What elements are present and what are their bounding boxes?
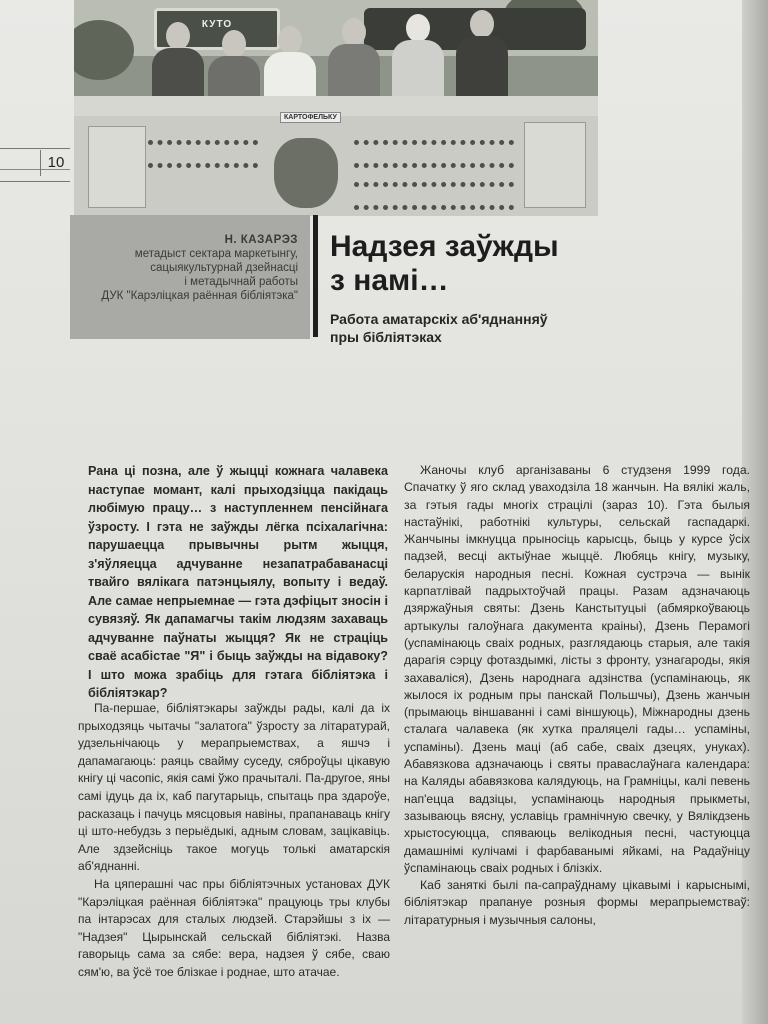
cloth-pattern [354, 140, 514, 168]
lead-text: Рана ці позна, але ў жыцці кожнага чалавека наступае момант, калі прыходзіцца пакідаць любімую працу… з наступленнем пенсійнага ўзросту. І гэта не заўжды лёгка псіхалагічна: парушаецца прывычны рытм жыцця, з'яўляецца адчуванне незапатрабаванасці твайго вялікага патэнцыялу, вопыту і ведаў. Але самае непрыемнае — гэта дэфіцыт зносін і сувязяў. Як дапамагчы такім людзям захаваць адчуванне паўнаты жыцця? Як не страціць сваё асабістае "Я" і быць заўжды на відавоку? І што можа зрабіць для гэтага бібліятэка і бібліятэкар? [88, 464, 388, 700]
photo-pot [274, 138, 338, 208]
person-head [342, 18, 366, 46]
article-subtitle-line: пры бібліятэках [330, 329, 442, 345]
cloth-pattern [354, 182, 514, 210]
right-column [404, 462, 750, 929]
author-position-line: і метадычнай работы [184, 276, 298, 288]
author-position-line: ДУК "Карэліцкая раённая бібліятэка" [101, 290, 298, 302]
author-position-line: метадыст сектара маркетынгу, [134, 248, 298, 260]
photo-poster [88, 126, 146, 208]
body-paragraph: Жаночы клуб арганізаваны 6 студзеня 1999 года. Спачатку ў яго склад уваходзіла 18 жанчын. На вялікі жаль, за гэтыя гады многіх страцілі (зараз 10). Гэта былыя настаўнікі, работнікі культуры, сельскай гаспадаркі. Жанчыны імкнуцца прыносіць карысць, быць у курсе ўсіх падзей, весці актыўнае жыццё. Любяць кнігу, музыку, беларускія народныя песні. Кожная сустрэча — вынік карпатлівай падрыхтоўчай працы. Разам адзначаюць дзяржаўныя святы: Дзень Канстытуцыі (абмяркоўваюць артыкулы галоўнага дакумента краіны), Дзень Перамогі (успамінаюць сваіх родных, разглядаюць старыя, але такія дарагія сэрцу фотаздымкі, лісты з фронту, узнагароды, якія захаваліся), Дзень народнага адзінства (успамінаюць, як жылося іх родным пры панскай Польшчы), Дзень жанчын (прымаюць віншаванні і самі віншуюць), Міжнародны дзень сталага чалавека (як хутка праляцелі гады… успаміны, успаміны). Дзень маці (аб сабе, сваіх дзецях, унуках). Абавязкова адзначаюць і святы праваслаўнага календара: на Каляды абавязкова калядуюць, на Грамніцы, калі певень нап'ецца вадзіцы, успамінаюць народныя прыкметы, зазываюць вясну, уславіць грамнічную свечку, у Вялікдзень хрыстосуюцца, спяваюць велікодныя песні, частуюцца дамашнімі кулічамі і фарбаванымі яйкамі, на Радаўніцу ўспамінаюць сваіх родных і блізкіх. [404, 463, 750, 875]
title-rule [313, 215, 318, 337]
photo-sign-text: КУТО [201, 19, 233, 30]
photo-person [456, 10, 508, 100]
article-title-line: Надзея заўжды [330, 230, 559, 263]
person-head [278, 26, 302, 54]
article-photo [74, 0, 598, 216]
author-name: Н. КАЗАРЭЗ [224, 234, 298, 246]
lead-paragraph [88, 462, 388, 703]
person-body [392, 40, 444, 104]
photo-person [328, 18, 380, 108]
article-subtitle [330, 310, 590, 346]
person-head [406, 14, 430, 42]
body-paragraph: Каб заняткі былі па-сапраўднаму цікавымі і карыснымі, бібліятэкар прапануе розныя формы мерапрыемстваў: літаратурныя і музычныя салоны, [404, 878, 750, 927]
article-subtitle-line: Работа аматарскіх аб'яднанняў [330, 311, 548, 327]
author-position-line: сацыякультурнай дзейнасці [150, 262, 298, 274]
author-block [70, 215, 310, 339]
person-head [222, 30, 246, 58]
photo-tree [74, 20, 134, 80]
page-number: 10 [40, 150, 71, 176]
person-head [470, 10, 494, 38]
left-column [78, 700, 390, 982]
photo-label: КАРТОФЕЛЬКУ [280, 112, 341, 123]
cloth-pattern [148, 140, 258, 168]
person-head [166, 22, 190, 50]
body-paragraph: Па-першае, бібліятэкары заўжды рады, калі да іх прыходзяць чытачы "залатога" ўзросту за літаратурай, удзельнічаюць у мерапрыемствах, а яшчэ і дапамагаюць: раяць свайму суседу, сяброўцы цікавую кнігу ці часопіс, якія самі ўжо прачыталі. Па-другое, яны самі ідуць да іх, каб пагутарыць, спытаць пра здароўе, расказаць і пачуць мясцовыя навіны, прапанаваць кнігу ці што-небудзь з перыёдыкі, адным словам, зацікавіць. Але здзейсніць такое могуць толькі аматарскія аб'яднанні. [78, 701, 390, 874]
article-title [330, 230, 630, 298]
person-body [456, 36, 508, 100]
body-paragraph: На цяперашні час пры бібліятэчных установах ДУК "Карэліцкая раённая бібліятэка" працуюць тры клубы па інтарэсах для сталых людзей. Старэйшы з іх — "Надзея" Цырынскай сельскай бібліятэкі. Назва гаворыць сама за сябе: вера, надзея ў сябе, сваю сям'ю, ва ўсё тое блізкае і роднае, што атачае. [78, 876, 390, 979]
photo-person [392, 14, 444, 104]
author-credit [70, 233, 298, 303]
article-title-line: з намі… [330, 264, 449, 297]
photo-tablecloth [74, 116, 598, 216]
photo-poster [524, 122, 586, 208]
